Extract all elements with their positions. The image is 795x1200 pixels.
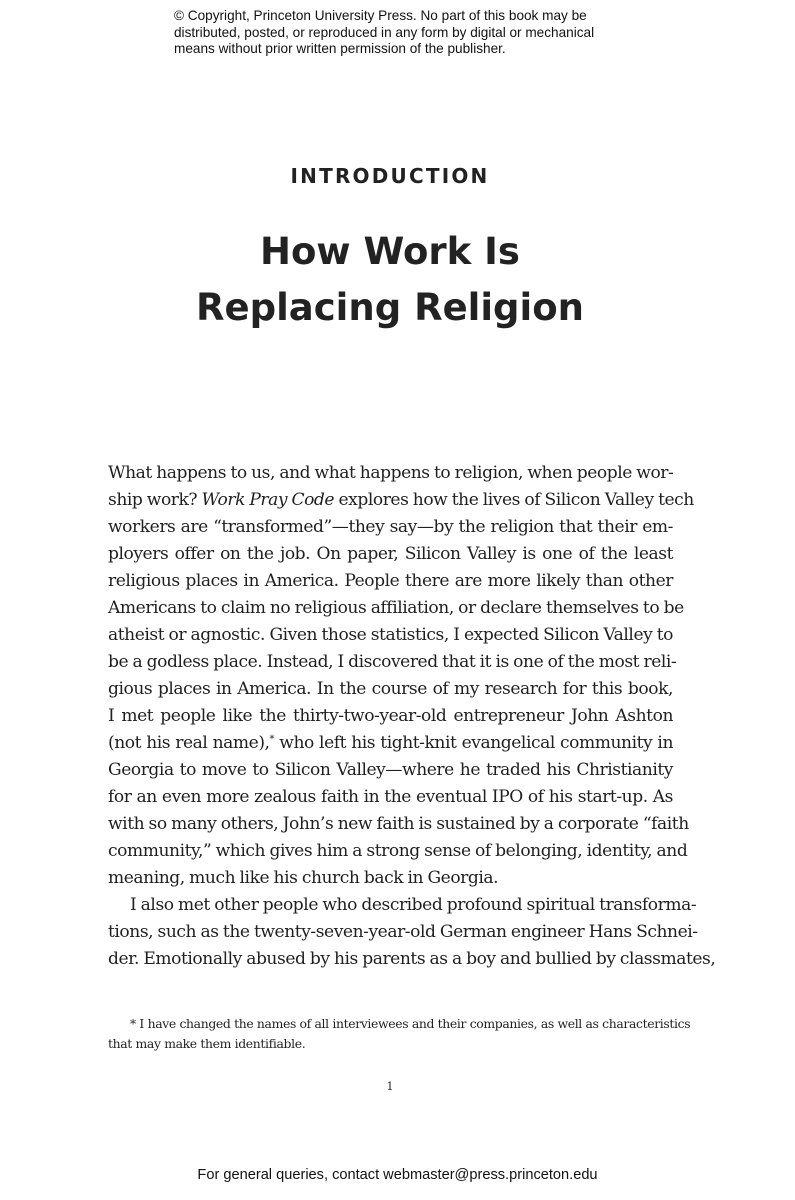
body-line: gious places in America. In the course of my research for this book, xyxy=(108,679,673,699)
body-line: with so many others, John’s new faith is sustained by a corporate “faith xyxy=(108,814,689,834)
copyright-line: distributed, posted, or reproduced in any form by digital or mechanical xyxy=(174,24,595,40)
body-line: Georgia to move to Silicon Valley—where he traded his Christianity xyxy=(108,760,673,780)
body-text xyxy=(108,460,716,973)
footnote xyxy=(108,1014,691,1054)
body-line: community,” which gives him a strong sense of belonging, identity, and xyxy=(108,841,688,861)
body-line: What happens to us, and what happens to religion, when people wor- xyxy=(108,463,674,483)
chapter-title-line: How Work Is xyxy=(260,230,520,273)
body-line: atheist or agnostic. Given those statistics, I expected Silicon Valley to xyxy=(108,625,673,645)
body-line xyxy=(108,730,673,757)
footer-contact: For general queries, contact webmaster@press.princeton.edu xyxy=(197,1167,598,1183)
body-text-run: ship work? xyxy=(108,490,198,510)
body-line: Americans to claim no religious affiliation, or declare themselves to be xyxy=(108,598,684,618)
body-line: tions, such as the twenty-seven-year-old German engineer Hans Schnei- xyxy=(108,922,698,942)
body-line: I also met other people who described profound spiritual transforma- xyxy=(130,895,697,915)
chapter-title-line: Replacing Religion xyxy=(196,286,584,329)
body-line: workers are “transformed”—they say—by the religion that their em- xyxy=(108,517,673,537)
body-line: ployers offer on the job. On paper, Silicon Valley is one of the least xyxy=(108,544,673,564)
footnote-line: * I have changed the names of all interviewees and their companies, as well as characteristics xyxy=(130,1016,691,1031)
body-line: be a godless place. Instead, I discovered that it is one of the most reli- xyxy=(108,652,677,672)
chapter-title xyxy=(0,224,780,336)
footnote-line: that may make them identifiable. xyxy=(108,1036,306,1051)
book-title-italic: Work Pray Code xyxy=(201,490,335,510)
body-text-run: who left his tight-knit evangelical community in xyxy=(279,733,674,753)
page-number: 1 xyxy=(386,1080,394,1093)
body-line: for an even more zealous faith in the eventual IPO of his start-up. As xyxy=(108,787,673,807)
body-line: der. Emotionally abused by his parents as a boy and bullied by classmates, xyxy=(108,949,716,969)
body-line: meaning, much like his church back in Georgia. xyxy=(108,868,499,888)
body-text-run: explores how the lives of Silicon Valley tech xyxy=(338,490,694,510)
footnote-marker: * xyxy=(269,734,275,745)
copyright-notice xyxy=(174,8,644,58)
body-text-run: (not his real name), xyxy=(108,733,270,753)
chapter-label: INTRODUCTION xyxy=(290,164,490,188)
body-line: I met people like the thirty-two-year-old entrepreneur John Ashton xyxy=(108,706,673,726)
body-line xyxy=(108,487,694,514)
copyright-line: © Copyright, Princeton University Press. No part of this book may be xyxy=(174,8,587,23)
body-line: religious places in America. People there are more likely than other xyxy=(108,571,673,591)
copyright-line: means without prior written permission of the publisher. xyxy=(174,41,506,56)
